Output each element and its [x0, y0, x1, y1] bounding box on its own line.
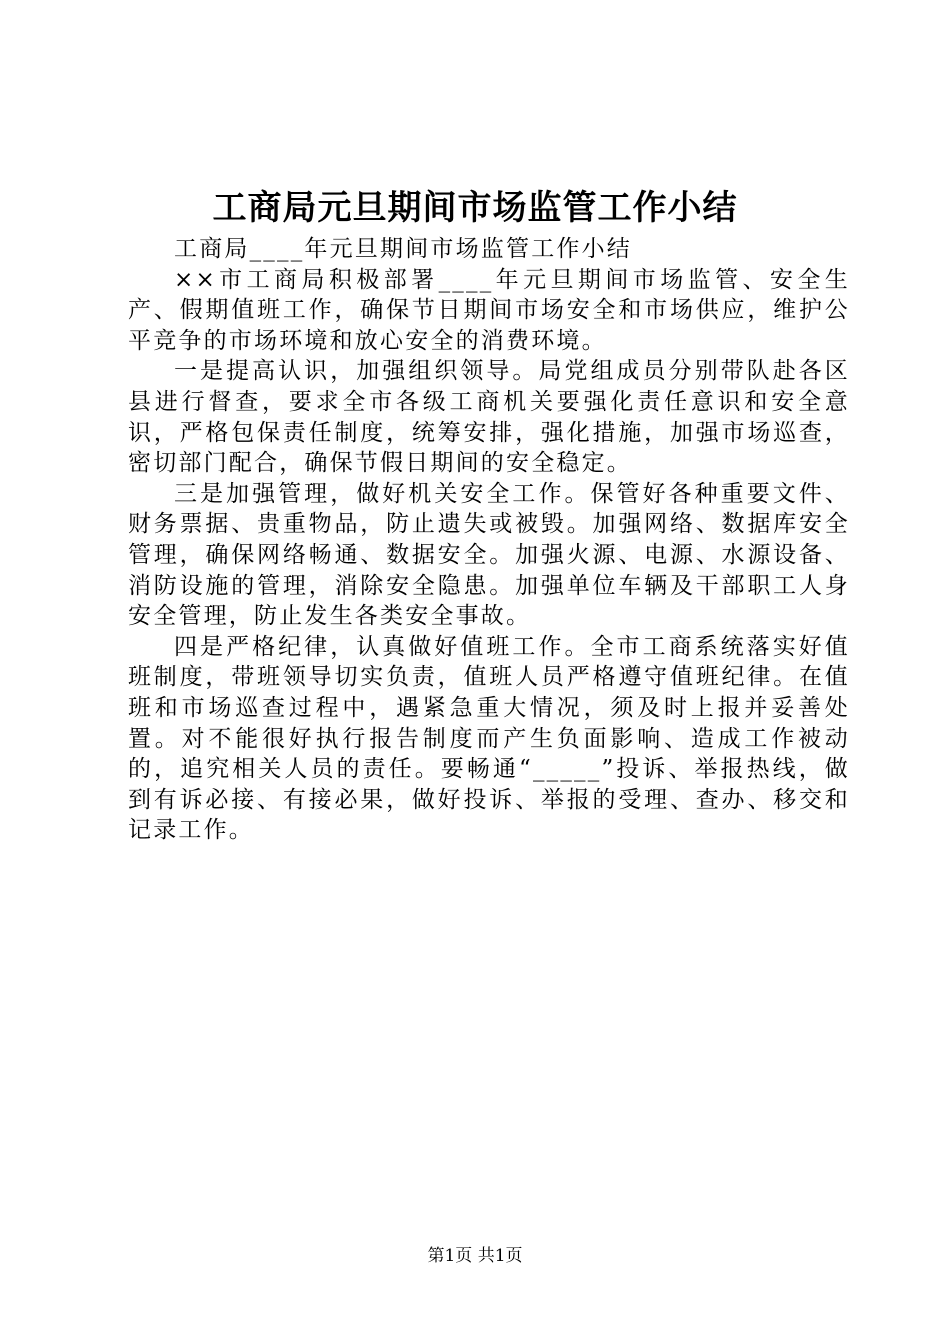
document-body: [128, 234, 850, 846]
paragraph-fourth-point: 四是严格纪律，认真做好值班工作。全市工商系统落实好值班制度，带班领导切实负责，值班人员严格遵守值班纪律。在值班和市场巡查过程中，遇紧急重大情况，须及时上报并妥善处置。对不能很好执行报告制度而产生负面影响、造成工作被动的，追究相关人员的责任。要畅通“_____”投诉、举报热线，做到有诉必接、有接必果，做好投诉、举报的受理、查办、移交和记录工作。: [128, 633, 850, 844]
paragraph-first-point: 一是提高认识，加强组织领导。局党组成员分别带队赴各区县进行督查，要求全市各级工商机关要强化责任意识和安全意识，严格包保责任制度，统筹安排，强化措施，加强市场巡查，密切部门配合，确保节假日期间的安全稳定。: [128, 358, 850, 477]
paragraph-intro: ××市工商局积极部署____年元旦期间市场监管、安全生产、假期值班工作，确保节日期间市场安全和市场供应，维护公平竞争的市场环境和放心安全的消费环境。: [128, 266, 850, 354]
paragraph-subtitle: 工商局____年元旦期间市场监管工作小结: [174, 236, 632, 262]
paragraph-third-point: 三是加强管理，做好机关安全工作。保管好各种重要文件、财务票据、贵重物品，防止遗失或被毁。加强网络、数据库安全管理，确保网络畅通、数据安全。加强火源、电源、水源设备、消防设施的管理，消除安全隐患。加强单位车辆及干部职工人身安全管理，防止发生各类安全事故。: [128, 480, 850, 630]
document-title: 工商局元旦期间市场监管工作小结: [212, 188, 738, 228]
page-footer: 第1页 共1页: [427, 1246, 523, 1266]
